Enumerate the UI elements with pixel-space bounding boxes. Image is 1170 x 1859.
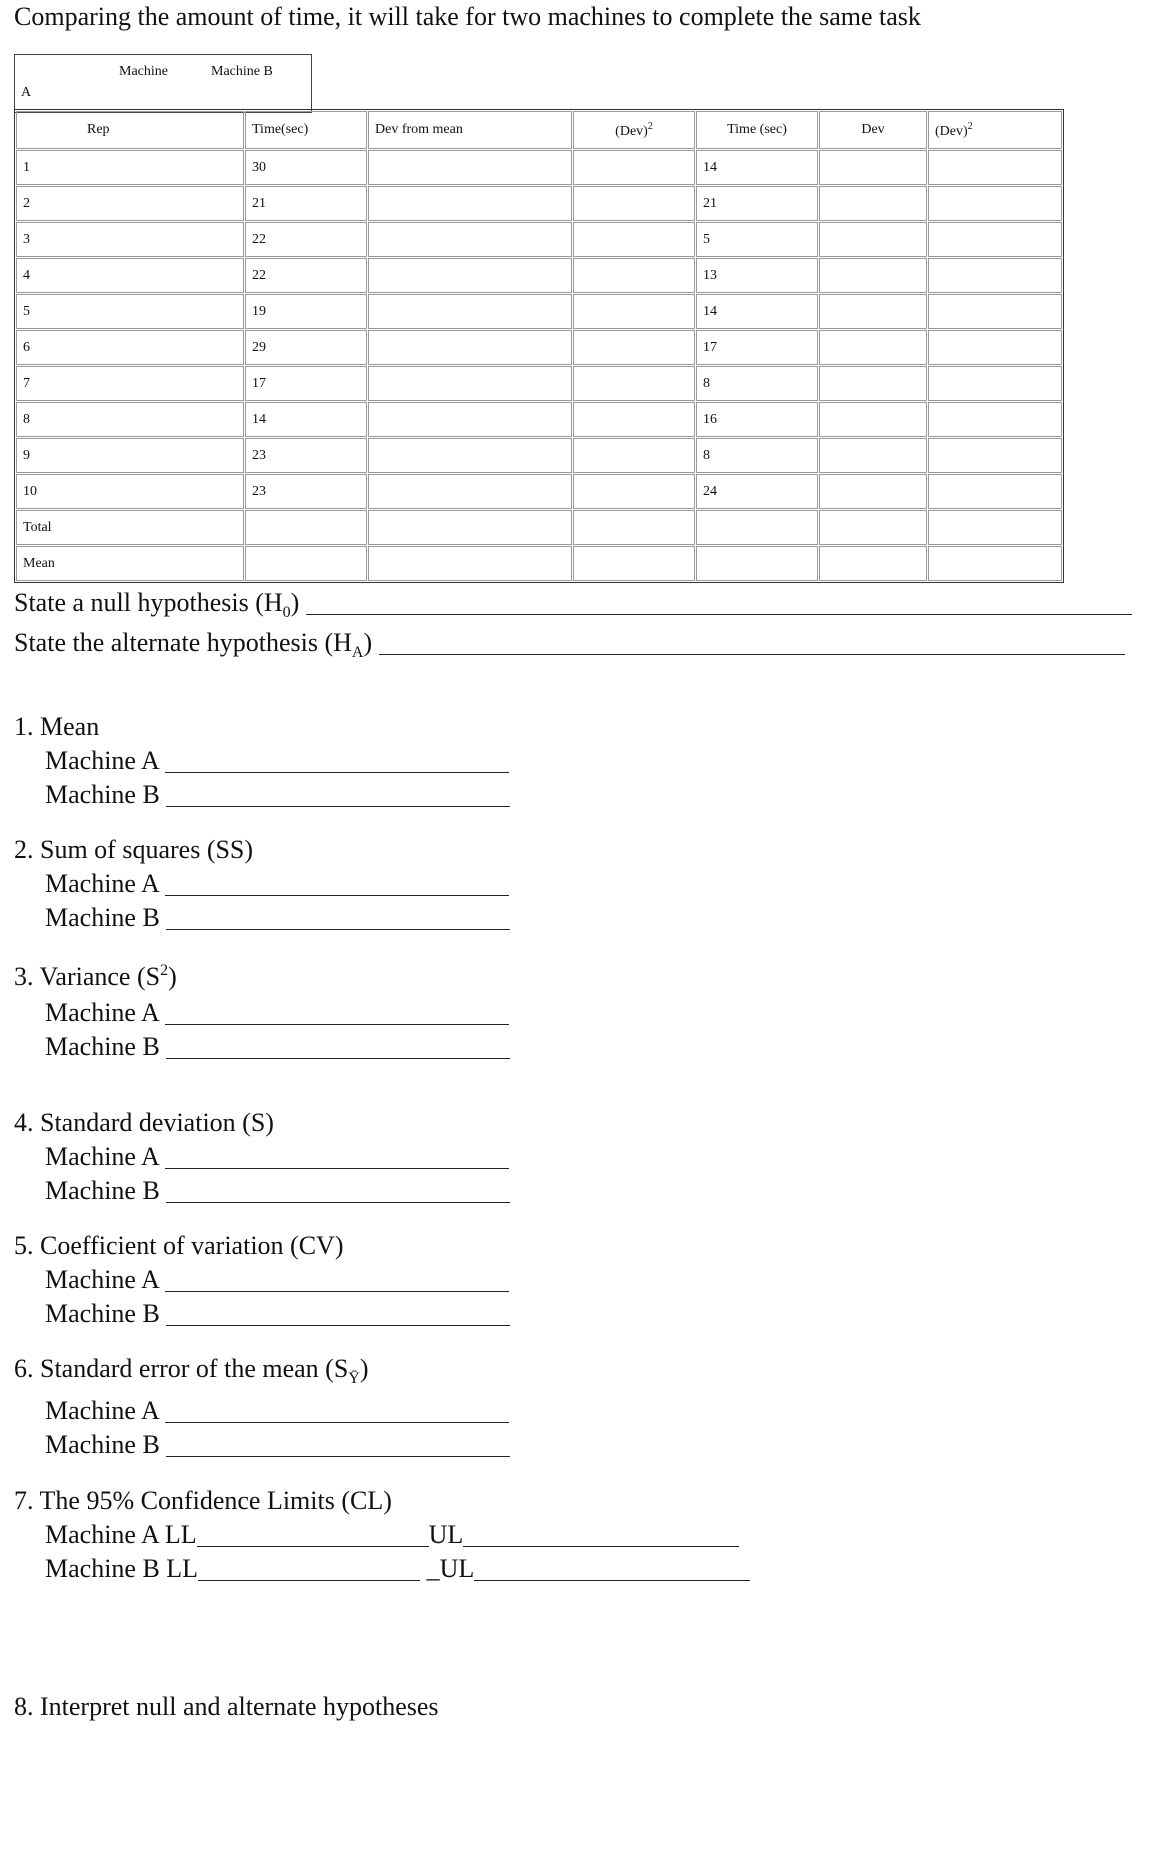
- time-a-cell: 19: [245, 294, 367, 329]
- q2-machine-a: Machine A: [45, 869, 509, 899]
- dev-a-cell[interactable]: [368, 222, 572, 257]
- dev-a-cell[interactable]: [368, 438, 572, 473]
- q6-machine-b-blank[interactable]: [166, 1456, 510, 1457]
- header-cell-dev-from-mean: Dev from mean: [368, 111, 572, 149]
- data-table: [14, 109, 1064, 583]
- table-row: [16, 474, 1062, 509]
- mean-row-cell[interactable]: [928, 546, 1062, 581]
- total-row-cell[interactable]: [696, 510, 818, 545]
- q5-machine-a: Machine A: [45, 1265, 509, 1295]
- dev-squared-b-cell[interactable]: [928, 294, 1062, 329]
- table-row: [16, 222, 1062, 257]
- machine-b-label: Machine B: [211, 64, 273, 79]
- time-b-cell: 8: [696, 438, 818, 473]
- total-row-cell[interactable]: [928, 510, 1062, 545]
- dev-a-cell[interactable]: [368, 330, 572, 365]
- time-a-cell: 22: [245, 258, 367, 293]
- q5-machine-b: Machine B: [45, 1299, 510, 1329]
- table-row: [16, 258, 1062, 293]
- rep-cell: 7: [16, 366, 244, 401]
- rep-cell: 9: [16, 438, 244, 473]
- q7-machine-a: Machine A LL UL: [45, 1520, 739, 1550]
- time-b-cell: 21: [696, 186, 818, 221]
- dev-a-cell[interactable]: [368, 294, 572, 329]
- dev-b-cell[interactable]: [819, 150, 927, 185]
- dev-squared-b-cell[interactable]: [928, 222, 1062, 257]
- dev-a-cell[interactable]: [368, 474, 572, 509]
- time-a-cell: 29: [245, 330, 367, 365]
- rep-cell: 4: [16, 258, 244, 293]
- dev-squared-b-cell[interactable]: [928, 474, 1062, 509]
- dev-squared-a-cell[interactable]: [573, 438, 695, 473]
- mean-row-cell[interactable]: [245, 546, 367, 581]
- mean-row-cell[interactable]: [819, 546, 927, 581]
- header-cell-rep: Rep: [16, 111, 244, 149]
- question-1-heading: 1. Mean: [14, 712, 100, 741]
- time-b-cell: 5: [696, 222, 818, 257]
- question-5-heading: 5. Coefficient of variation (CV): [14, 1231, 344, 1260]
- dev-b-cell[interactable]: [819, 474, 927, 509]
- machine-header-box: [14, 54, 312, 113]
- q6-machine-a: Machine A: [45, 1396, 509, 1426]
- question-3-heading: 3. Variance $(S^2)$: [14, 962, 177, 991]
- dev-b-cell[interactable]: [819, 294, 927, 329]
- rep-cell: 3: [16, 222, 244, 257]
- time-a-cell: 21: [245, 186, 367, 221]
- dev-squared-a-cell[interactable]: [573, 222, 695, 257]
- time-a-cell: 23: [245, 438, 367, 473]
- dev-squared-b-cell[interactable]: [928, 402, 1062, 437]
- dev-a-cell[interactable]: [368, 366, 572, 401]
- total-row-cell[interactable]: [368, 510, 572, 545]
- q3-machine-b: Machine B: [45, 1032, 510, 1062]
- rep-cell: 5: [16, 294, 244, 329]
- dev-squared-b-cell[interactable]: [928, 150, 1062, 185]
- q4-machine-b-blank[interactable]: [166, 1202, 510, 1203]
- mean-row: [16, 546, 1062, 581]
- dev-b-cell[interactable]: [819, 186, 927, 221]
- q2-machine-b: Machine B: [45, 903, 510, 933]
- dev-squared-a-cell[interactable]: [573, 474, 695, 509]
- rep-cell: 10: [16, 474, 244, 509]
- total-row-cell[interactable]: [245, 510, 367, 545]
- dev-b-cell[interactable]: [819, 222, 927, 257]
- q7-machine-a-ll-blank[interactable]: [197, 1546, 429, 1547]
- q1-machine-a: Machine A: [45, 746, 509, 776]
- time-b-cell: 16: [696, 402, 818, 437]
- dev-squared-a-cell[interactable]: [573, 294, 695, 329]
- group-a-label: A: [21, 85, 32, 100]
- total-row-cell[interactable]: [819, 510, 927, 545]
- q4-machine-a-blank[interactable]: [165, 1168, 509, 1169]
- dev-squared-b-cell[interactable]: [928, 258, 1062, 293]
- time-b-cell: 24: [696, 474, 818, 509]
- mean-row-label: Mean: [16, 546, 244, 581]
- dev-a-cell[interactable]: [368, 186, 572, 221]
- header-cell-dev-b: Dev: [819, 111, 927, 149]
- time-b-cell: 14: [696, 294, 818, 329]
- alternate-hypothesis-line: State the alternate hypothesis $(H_A)$: [14, 628, 1125, 662]
- dev-squared-a-cell[interactable]: [573, 150, 695, 185]
- rep-cell: 8: [16, 402, 244, 437]
- q5-machine-a-blank[interactable]: [165, 1291, 509, 1292]
- q4-machine-b: Machine B: [45, 1176, 510, 1206]
- machine-label: Machine: [119, 64, 168, 79]
- table-header-row: [16, 111, 1062, 149]
- dev-squared-b-cell[interactable]: [928, 366, 1062, 401]
- question-4-heading: 4. Standard deviation (S): [14, 1108, 274, 1137]
- table-row: [16, 294, 1062, 329]
- dev-squared-a-cell[interactable]: [573, 366, 695, 401]
- time-b-cell: 14: [696, 150, 818, 185]
- dev-squared-a-cell[interactable]: [573, 186, 695, 221]
- document-title: Comparing the amount of time, it will take for two machines to complete the same task: [14, 2, 921, 31]
- dev-a-cell[interactable]: [368, 402, 572, 437]
- q3-machine-a-blank[interactable]: [165, 1024, 509, 1025]
- q2-machine-a-blank[interactable]: [165, 895, 509, 896]
- total-row: [16, 510, 1062, 545]
- q7-machine-b-ul-blank[interactable]: [474, 1580, 750, 1581]
- total-row-cell[interactable]: [573, 510, 695, 545]
- dev-squared-b-cell[interactable]: [928, 186, 1062, 221]
- table-row: [16, 402, 1062, 437]
- table-row: [16, 438, 1062, 473]
- total-row-label: Total: [16, 510, 244, 545]
- header-cell-dev-squared-a: (Dev)$^2$: [573, 111, 695, 149]
- q6-machine-b: Machine B: [45, 1430, 510, 1460]
- q6-machine-a-blank[interactable]: [165, 1422, 509, 1423]
- dev-b-cell[interactable]: [819, 258, 927, 293]
- mean-row-cell[interactable]: [696, 546, 818, 581]
- header-cell-time-a: Time(sec): [245, 111, 367, 149]
- table-row: [16, 150, 1062, 185]
- q5-machine-b-blank[interactable]: [166, 1325, 510, 1326]
- q1-machine-b-blank[interactable]: [166, 806, 510, 807]
- question-2-heading: 2. Sum of squares (SS): [14, 835, 254, 864]
- dev-squared-a-cell[interactable]: [573, 402, 695, 437]
- table-row: [16, 366, 1062, 401]
- q7-machine-b-ll-blank[interactable]: [198, 1580, 420, 1581]
- mean-row-cell[interactable]: [368, 546, 572, 581]
- time-a-cell: 22: [245, 222, 367, 257]
- dev-squared-a-cell[interactable]: [573, 330, 695, 365]
- dev-squared-a-cell[interactable]: [573, 258, 695, 293]
- question-7-heading: 7. The 95% Confidence Limits (CL): [14, 1486, 392, 1515]
- header-cell-dev-squared-b: (Dev)$^2$: [928, 111, 1062, 149]
- q3-machine-a: Machine A: [45, 998, 509, 1028]
- time-a-cell: 17: [245, 366, 367, 401]
- dev-b-cell[interactable]: [819, 438, 927, 473]
- time-b-cell: 17: [696, 330, 818, 365]
- dev-b-cell[interactable]: [819, 366, 927, 401]
- question-6-heading: 6. Standard error of the mean $(S_Ȳ)$: [14, 1354, 369, 1387]
- question-8-heading: 8. Interpret null and alternate hypotheses: [14, 1692, 439, 1721]
- dev-b-cell[interactable]: [819, 402, 927, 437]
- dev-squared-b-cell[interactable]: [928, 438, 1062, 473]
- q2-machine-b-blank[interactable]: [166, 929, 510, 930]
- q7-machine-b: Machine B LL _UL: [45, 1554, 750, 1584]
- dev-squared-b-cell[interactable]: [928, 330, 1062, 365]
- dev-a-cell[interactable]: [368, 150, 572, 185]
- q7-machine-a-ul-blank[interactable]: [463, 1546, 739, 1547]
- table-row: [16, 186, 1062, 221]
- table-row: [16, 330, 1062, 365]
- q4-machine-a: Machine A: [45, 1142, 509, 1172]
- q3-machine-b-blank[interactable]: [166, 1058, 510, 1059]
- time-a-cell: 30: [245, 150, 367, 185]
- alternate-hypothesis-blank[interactable]: [379, 654, 1125, 655]
- q1-machine-b: Machine B: [45, 780, 510, 810]
- time-a-cell: 23: [245, 474, 367, 509]
- rep-cell: 2: [16, 186, 244, 221]
- null-hypothesis-line: State a null hypothesis $(H_0)$: [14, 588, 1132, 622]
- rep-cell: 6: [16, 330, 244, 365]
- null-hypothesis-blank[interactable]: [306, 614, 1132, 615]
- dev-b-cell[interactable]: [819, 330, 927, 365]
- time-a-cell: 14: [245, 402, 367, 437]
- header-cell-time-b: Time (sec): [696, 111, 818, 149]
- dev-a-cell[interactable]: [368, 258, 572, 293]
- time-b-cell: 8: [696, 366, 818, 401]
- time-b-cell: 13: [696, 258, 818, 293]
- q1-machine-a-blank[interactable]: [165, 772, 509, 773]
- rep-cell: 1: [16, 150, 244, 185]
- mean-row-cell[interactable]: [573, 546, 695, 581]
